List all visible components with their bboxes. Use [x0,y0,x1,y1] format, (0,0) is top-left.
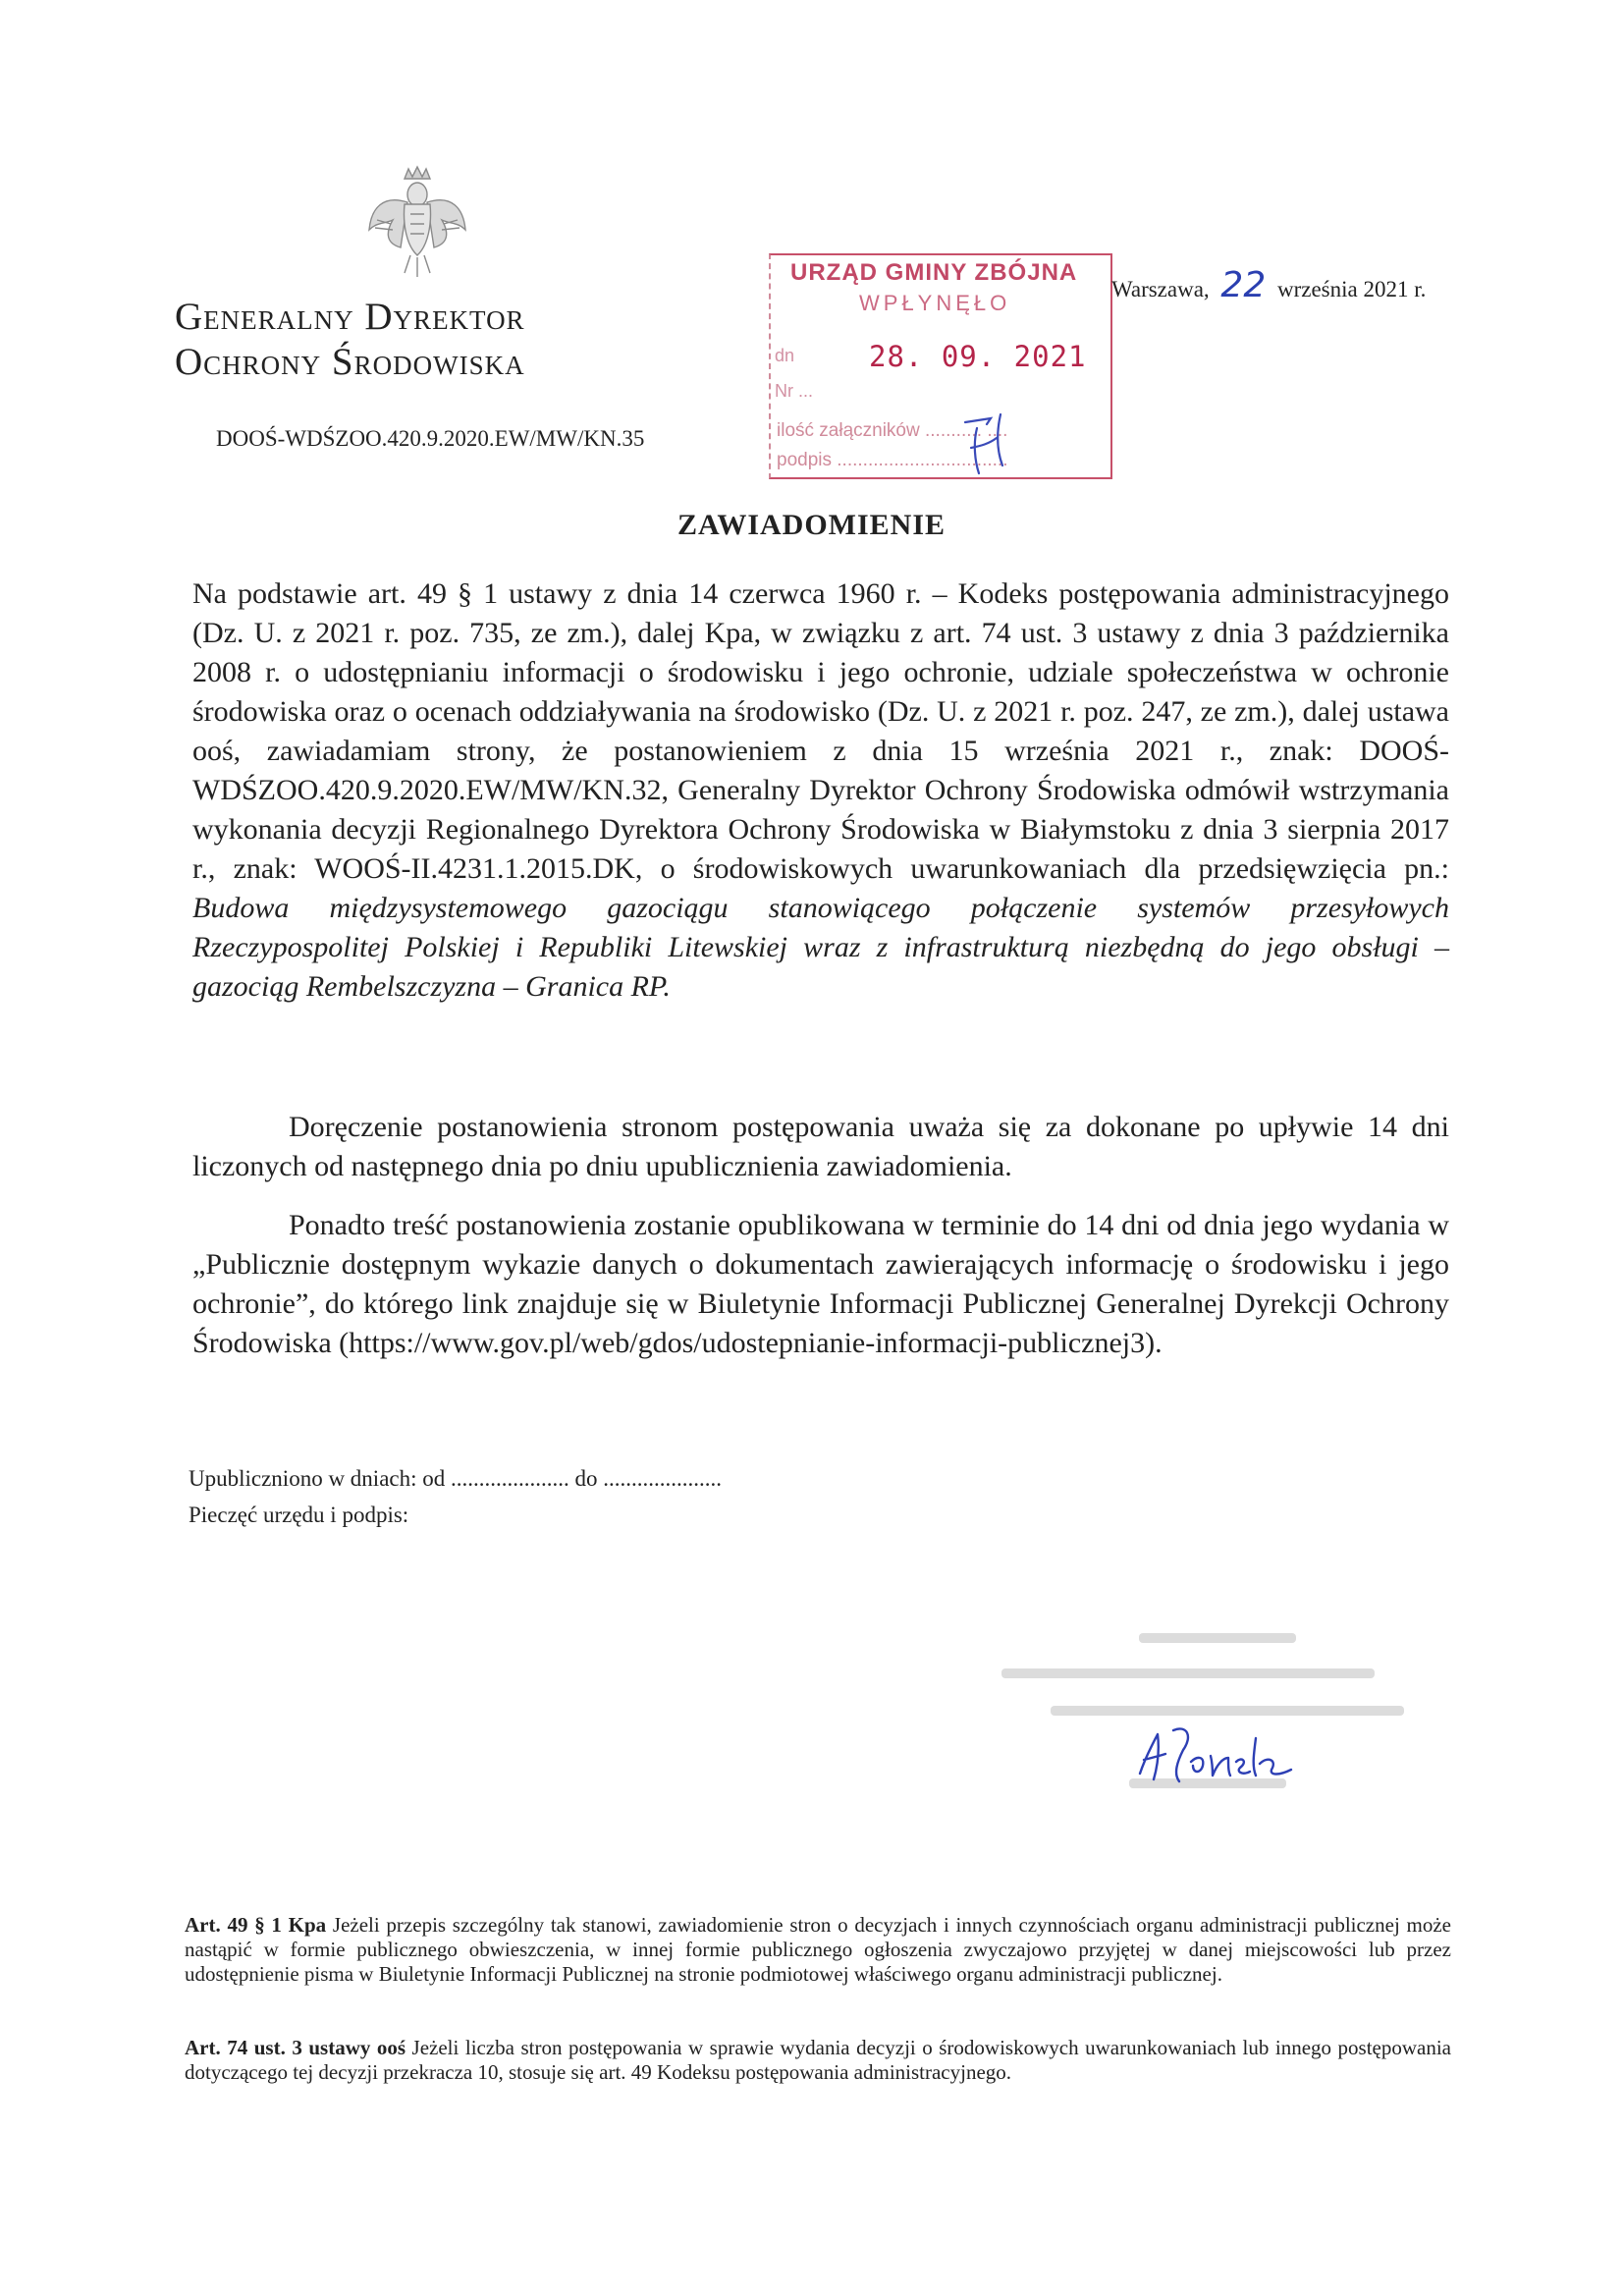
body-paragraph-1 [192,574,1449,1007]
stamp-nr-label: Nr ... [775,381,813,401]
date-day-handwritten: 22 [1220,265,1267,305]
project-name: Budowa międzysystemowego gazociągu stanowiącego połączenie systemów przesyłowych Rzeczypospolitej Polskiej i Republiki Litewskiej wraz z infrastrukturą niezbędną do jego obsługi – gazociąg Rembelszczyzna – Granica RP. [192,892,1449,1003]
date-place: Warszawa, [1111,277,1210,301]
coat-of-arms-eagle-icon [363,165,471,281]
stamp-office-name: URZĄD GMINY ZBÓJNA [790,259,1078,286]
handwritten-signature-icon [1134,1717,1330,1795]
stamp-attachments-label: ilość załączników ........... .... [777,420,1008,441]
paragraph-1-text: Na podstawie art. 49 § 1 ustawy z dnia 14 czerwca 1960 r. – Kodeks postępowania administracyjnego (Dz. U. z 2021 r. poz. 735, ze zm.), dalej Kpa, w związku z art. 74 ust. 3 ustawy z dnia 3 października 2008 r. o udostępnianiu informacji o środowisku i jego ochronie, udziale społeczeństwa w ochronie środowiska oraz o ocenach oddziaływania na środowisko (Dz. U. z 2021 r. poz. 247, ze zm.), dalej ustawa ooś, zawiadamiam strony, że postanowieniem z dnia 15 września 2021 r., znak: DOOŚ-WDŚZOO.420.9.2020.EW/MW/KN.32, Generalny Dyrektor Ochrony Środowiska odmówił wstrzymania wykonania decyzji Regionalnego Dyrektora Ochrony Środowiska w Białymstoku z dnia 3 sierpnia 2017 r., znak: WOOŚ-II.4231.1.2015.DK, o środowiskowych uwarunkowaniach dla przedsięwzięcia pn.: [192,577,1449,885]
footnote-1-text: Jeżeli przepis szczególny tak stanowi, zawiadomienie stron o decyzjach i innych czynnościach organu administracji publicznej może nastąpić w formie publicznego obwieszczenia, w innej formie publicznego ogłoszenia zwyczajowo przyjętej w danej miejscowości lub przez udostępnienie pisma w Biuletynie Informacji Publicznej na stronie podmiotowej właściwego organu administracji publicznej. [185,1913,1451,1986]
stamp-signature-label: podpis ................................. [777,450,1008,470]
publication-dates-line: Upubliczniono w dniach: od ..................... do ..................... [189,1466,723,1491]
case-reference: DOOŚ-WDŚZOO.420.9.2020.EW/MW/KN.35 [216,426,645,451]
stamp-received-label: WPŁYNĘŁO [859,291,1011,315]
document-title: ZAWIADOMIENIE [676,509,947,541]
receipt-stamp [769,253,1112,479]
stamp-dn-label: dn [775,346,795,365]
seal-signature-label: Pieczęć urzędu i podpis: [189,1503,409,1527]
footnote-2-label: Art. 74 ust. 3 ustawy ooś [185,2036,406,2059]
footnote-art-49 [185,1913,1451,1987]
body-paragraph-2: Doręczenie postanowienia stronom postępowania uważa się za dokonane po upływie 14 dni liczonych od następnego dnia po dniu upublicznienia zawiadomienia. [192,1111,1449,1182]
footnote-2-text: Jeżeli liczba stron postępowania w sprawie wydania decyzji o środowiskowych uwarunkowaniach lub innego postępowania dotyczącego tej decyzji przekracza 10, stosuje się art. 49 Kodeksu postępowania administracyjnego. [185,2036,1452,2084]
issuer-line-1: Generalny Dyrektor [175,296,525,338]
date-line [1111,265,1426,305]
footnote-1-label: Art. 49 § 1 Kpa [185,1913,327,1937]
footnote-art-74 [185,2036,1451,2085]
date-rest: września 2021 r. [1276,277,1427,301]
issuer-line-2: Ochrony Środowiska [175,341,525,383]
stamp-initial-signature-icon [957,409,1016,477]
body-paragraph-3: Ponadto treść postanowienia zostanie opublikowana w terminie do 14 dni od dnia jego wydania w „Publicznie dostępnym wykazie danych o dokumentach zawierających informację o środowisku i jego ochronie”, do którego link znajduje się w Biuletynie Informacji Publicznej Generalnej Dyrekcji Ochrony Środowiska (https://www.gov.pl/web/gdos/udostepnianie-informacji-publicznej3). [192,1209,1449,1359]
issuer-name [175,295,525,385]
stamp-date: 28. 09. 2021 [869,340,1087,373]
